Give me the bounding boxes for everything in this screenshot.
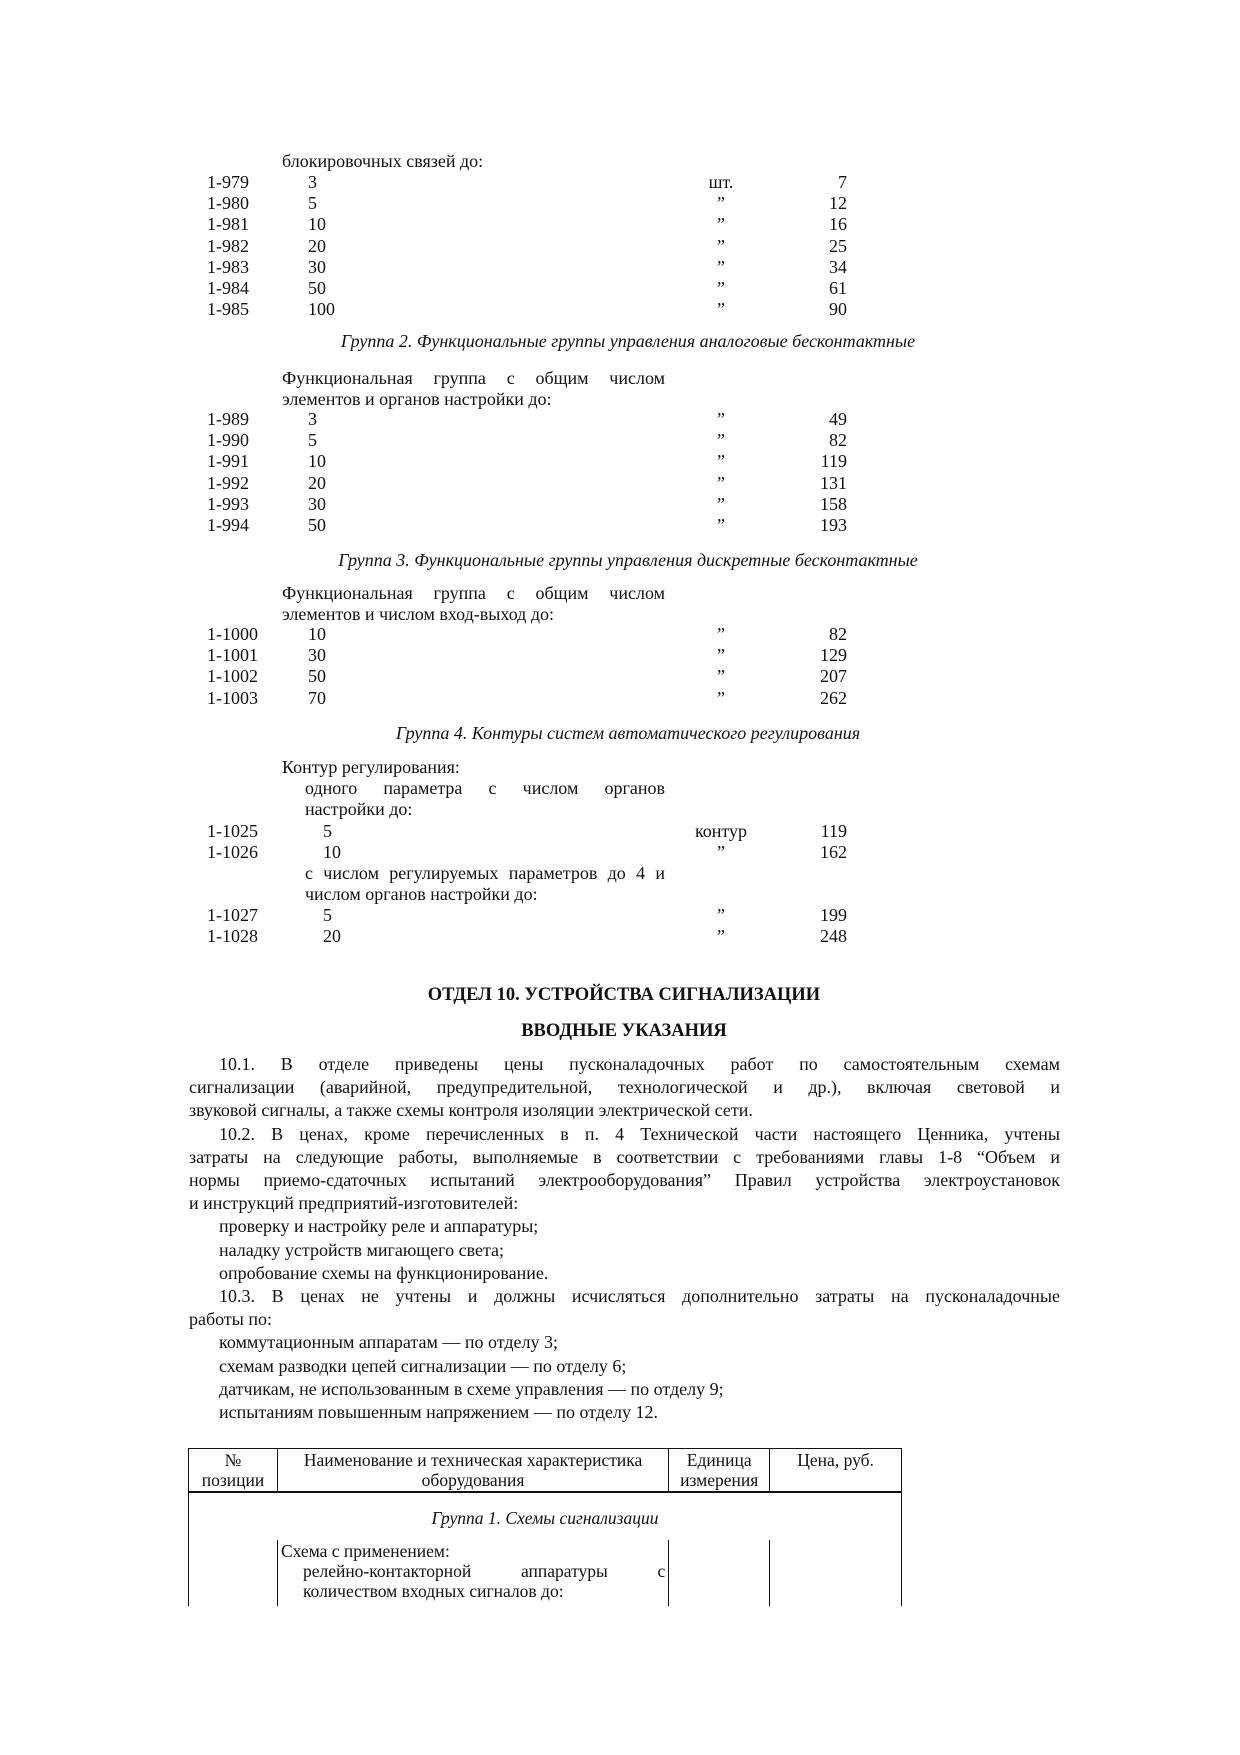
list-item: наладку устройств мигающего света; (219, 1239, 505, 1260)
parameter-value: 50 (308, 515, 326, 535)
price-value: 207 (820, 666, 847, 687)
table-row (0, 214, 1240, 235)
parameter-value: 50 (308, 278, 326, 298)
header-price: Цена, руб. (770, 1449, 902, 1493)
header-unit: Единица измерения (669, 1449, 770, 1493)
unit-of-measure: ” (717, 235, 725, 256)
unit-of-measure: ” (717, 430, 725, 451)
cell-unit (669, 1540, 770, 1606)
table-row (0, 842, 1240, 863)
paragraph-line: 10.3. В ценах не учтены и должны исчисляться дополнительно затраты на пусконаладочные (219, 1286, 1060, 1306)
table-row (189, 1540, 902, 1606)
position-code: 1-1028 (207, 926, 258, 947)
table-header-row (189, 1449, 902, 1493)
parameter-value: 5 (323, 821, 332, 841)
unit-of-measure: ” (717, 256, 725, 277)
paragraph-line: 10.1. В отделе приведены цены пусконаладочных работ по самостоятельным схемам (219, 1054, 1060, 1074)
unit-of-measure: ” (717, 278, 725, 298)
list-item: проверку и настройку реле и аппаратуры; (219, 1216, 539, 1237)
price-value: 7 (838, 172, 847, 192)
unit-of-measure: ” (717, 493, 725, 514)
list-item: опробование схемы на функционирование. (219, 1262, 549, 1283)
parameter-value: 3 (308, 409, 317, 429)
paragraph-line: сигнализации (аварийной, предупредительной, технологической и др.), включая световой и (189, 1077, 1060, 1098)
unit-of-measure: ” (717, 515, 725, 535)
unit-of-measure: контур (694, 821, 748, 841)
unit-of-measure: ” (717, 214, 725, 235)
parameter-value: 50 (308, 666, 326, 687)
description-line: количеством входных сигналов до: (302, 1581, 564, 1601)
position-code: 1-992 (207, 472, 249, 493)
unit-of-measure: ” (717, 926, 725, 947)
list-item: испытаниям повышенным напряжением — по отделу 12. (219, 1402, 658, 1422)
price-value: 82 (829, 624, 847, 644)
position-code: 1-1026 (207, 842, 258, 863)
list-item: коммутационным аппаратам — по отделу 3; (219, 1332, 559, 1353)
list-item: датчикам, не использованным в схеме управления — по отделу 9; (219, 1378, 724, 1399)
table-group-row (189, 1492, 902, 1540)
unit-of-measure: ” (717, 409, 725, 429)
price-value: 131 (820, 472, 847, 493)
price-value: 119 (820, 451, 847, 472)
price-value: 61 (829, 278, 847, 298)
price-value: 90 (829, 299, 847, 320)
position-code: 1-1027 (207, 905, 258, 925)
header-position-number: № позиции (189, 1449, 278, 1493)
unit-of-measure: ” (717, 299, 725, 320)
description-line: элементов и числом вход-выход до: (282, 604, 555, 624)
description-line: Контур регулирования: (282, 757, 460, 777)
parameter-value: 100 (308, 299, 335, 320)
description-line: блокировочных связей до: (282, 151, 484, 171)
position-code: 1-979 (207, 172, 249, 192)
paragraph-line: нормы приемо-сдаточных испытаний электрооборудования” Правил устройства электроустановок (189, 1170, 1060, 1190)
price-value: 129 (820, 645, 847, 666)
price-value: 262 (820, 687, 847, 708)
unit-of-measure: ” (717, 645, 725, 666)
position-code: 1-994 (207, 515, 249, 535)
group-title: Группа 1. Схемы сигнализации (189, 1492, 902, 1540)
position-code: 1-1001 (207, 645, 258, 666)
position-code: 1-990 (207, 430, 249, 451)
unit-of-measure: ” (717, 687, 725, 708)
position-code: 1-991 (207, 451, 249, 472)
cell-price (770, 1540, 902, 1606)
price-value: 49 (829, 409, 847, 429)
parameter-value: 5 (308, 430, 317, 451)
price-value: 162 (820, 842, 847, 863)
price-value: 248 (820, 926, 847, 947)
parameter-value: 20 (308, 235, 326, 256)
position-code: 1-1002 (207, 666, 258, 687)
price-value: 119 (820, 821, 847, 841)
table-row (0, 409, 1240, 430)
position-code: 1-980 (207, 193, 249, 214)
cell-description (277, 1540, 668, 1606)
parameter-value: 20 (323, 926, 341, 947)
group-title: Группа 3. Функциональные группы управления дискретные бесконтактные (338, 550, 918, 570)
position-code: 1-984 (207, 278, 249, 298)
parameter-value: 10 (308, 451, 326, 472)
position-code: 1-993 (207, 493, 249, 514)
unit-of-measure: ” (717, 472, 725, 493)
parameter-value: 20 (308, 472, 326, 493)
position-code: 1-985 (207, 299, 249, 320)
price-value: 25 (829, 235, 847, 256)
parameter-value: 5 (308, 193, 317, 214)
section-title: ОТДЕЛ 10. УСТРОЙСТВА СИГНАЛИЗАЦИИ (427, 985, 821, 1005)
section-subtitle: ВВОДНЫЕ УКАЗАНИЯ (521, 1021, 727, 1041)
parameter-value: 30 (308, 645, 326, 666)
description-line: Функциональная группа с общим числом (282, 368, 665, 388)
position-code: 1-983 (207, 256, 249, 277)
price-value: 34 (829, 256, 847, 277)
position-code: 1-981 (207, 214, 249, 235)
table-row (0, 430, 1240, 451)
unit-of-measure: ” (717, 451, 725, 472)
position-code: 1-982 (207, 235, 249, 256)
price-value: 193 (820, 515, 847, 535)
unit-of-measure: ” (717, 666, 725, 687)
parameter-value: 10 (323, 842, 341, 863)
table-row (0, 515, 1240, 536)
table-row (0, 905, 1240, 926)
table-row (0, 172, 1240, 193)
price-value: 12 (829, 193, 847, 214)
unit-of-measure: ” (717, 905, 725, 925)
table-row (0, 688, 1240, 709)
table-row (0, 451, 1240, 472)
price-value: 82 (829, 430, 847, 451)
table-row (0, 278, 1240, 299)
description-line: элементов и органов настройки до: (282, 389, 552, 409)
unit-of-measure: шт. (708, 172, 734, 192)
table-row (0, 926, 1240, 947)
table-row (0, 473, 1240, 494)
price-value: 158 (820, 493, 847, 514)
parameter-value: 5 (323, 905, 332, 925)
paragraph-line: работы по: (189, 1309, 273, 1330)
position-code: 1-1003 (207, 687, 258, 708)
price-value: 16 (829, 214, 847, 235)
parameter-value: 30 (308, 493, 326, 514)
list-item: схемам разводки цепей сигнализации — по отделу 6; (219, 1355, 627, 1376)
position-code: 1-1025 (207, 821, 258, 841)
unit-of-measure: ” (717, 624, 725, 644)
parameter-value: 30 (308, 256, 326, 277)
unit-of-measure: ” (717, 193, 725, 214)
description-line: Функциональная группа с общим числом (282, 583, 665, 603)
table-row (0, 645, 1240, 666)
description-line: числом органов настройки до: (305, 884, 538, 904)
group-title: Группа 2. Функциональные группы управления аналоговые бесконтактные (340, 331, 916, 351)
table-row (0, 494, 1240, 515)
table-row (0, 666, 1240, 687)
table-row (0, 236, 1240, 257)
table-row (0, 299, 1240, 320)
position-code: 1-989 (207, 409, 249, 429)
table-row (0, 257, 1240, 278)
description-line: релейно-контакторной аппаратуры с (302, 1561, 666, 1581)
price-table (188, 1448, 902, 1606)
parameter-value: 70 (308, 687, 326, 708)
description-line: с числом регулируемых параметров до 4 и (305, 863, 665, 883)
cell-position (189, 1540, 278, 1606)
paragraph-line: затраты на следующие работы, выполняемые в соответствии с требованиями главы 1-8 “Объем и (189, 1146, 1060, 1167)
parameter-value: 3 (308, 172, 317, 192)
paragraph-line: и инструкций предприятий-изготовителей: (189, 1193, 519, 1214)
description-line: одного параметра с числом органов (305, 778, 665, 798)
unit-of-measure: ” (717, 842, 725, 863)
description-line: Схема с применением: (280, 1541, 450, 1561)
group-title: Группа 4. Контуры систем автоматического регулирования (395, 723, 861, 743)
paragraph-line: звуковой сигналы, а также схемы контроля изоляции электрической сети. (189, 1100, 753, 1121)
table-row (0, 193, 1240, 214)
paragraph-line: 10.2. В ценах, кроме перечисленных в п. 4 Технической части настоящего Ценника, учтены (219, 1123, 1060, 1144)
price-value: 199 (820, 905, 847, 925)
description-line: настройки до: (305, 799, 413, 819)
parameter-value: 10 (308, 624, 326, 644)
parameter-value: 10 (308, 214, 326, 235)
header-name-characteristics: Наименование и техническая характеристика оборудования (277, 1449, 668, 1493)
position-code: 1-1000 (207, 624, 258, 644)
table-row (0, 624, 1240, 645)
table-row (0, 821, 1240, 842)
